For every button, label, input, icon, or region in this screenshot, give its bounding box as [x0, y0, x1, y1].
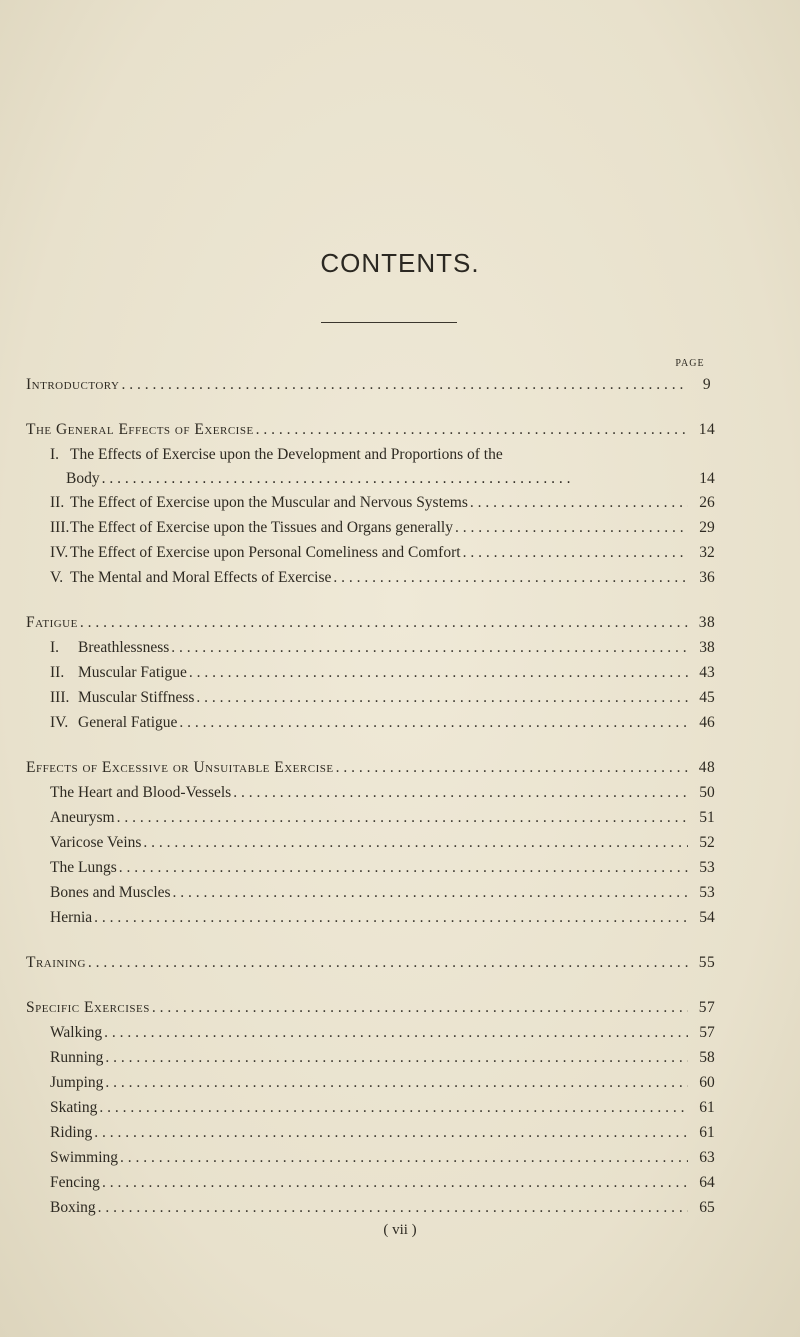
- leader-dots: [119, 859, 688, 877]
- page-title: CONTENTS.: [320, 248, 480, 278]
- toc-entry-label: Fatigue: [26, 614, 78, 631]
- toc-entry-page: 57: [698, 999, 716, 1016]
- toc-entry-page: 45: [699, 689, 715, 706]
- toc-entry-label: Skating: [50, 1099, 98, 1116]
- toc-entry-page: 26: [699, 494, 715, 511]
- toc-entry: [50, 1149, 720, 1171]
- toc-entry-page: 32: [699, 544, 715, 561]
- leader-dots: . . . . . . . . . . . . . . . . . . . . . . . . . . . . . . . . . . . . . . . . . . . . . . . . . . . . . . . . . . . . .: [101, 470, 571, 487]
- toc-entry-label: The General Effects of Exercise: [26, 421, 254, 438]
- toc-entry-page: 57: [699, 1024, 715, 1041]
- leader-dots: [105, 1049, 688, 1067]
- toc-entry: [50, 1074, 720, 1096]
- toc-entry-page: 29: [699, 519, 715, 536]
- leader-dots: [80, 614, 688, 632]
- leader-dots: [94, 909, 688, 927]
- toc-entry: [26, 376, 720, 398]
- toc-entry-page: 65: [699, 1199, 715, 1216]
- leader-dots: [105, 1074, 688, 1092]
- toc-entry-label: Running: [50, 1049, 104, 1066]
- toc-entry-page: 38: [699, 639, 715, 656]
- toc-entry: [50, 809, 720, 831]
- toc-entry-label: Muscular Fatigue: [78, 664, 187, 681]
- title-rule: [321, 322, 457, 323]
- leader-dots: [94, 1124, 688, 1142]
- toc-entry: [50, 689, 720, 711]
- toc-entry-page: 54: [699, 909, 715, 926]
- toc-entry-page: 53: [699, 884, 715, 901]
- toc-entry: [26, 759, 720, 781]
- toc-entry-label: The Heart and Blood-Vessels: [50, 784, 232, 801]
- toc-entry-page: 55: [698, 954, 716, 971]
- leader-dots: [98, 1199, 688, 1217]
- toc-entry-label: The Effect of Exercise upon Personal Comeliness and Comfort: [70, 544, 461, 561]
- toc-entry-page: 53: [699, 859, 715, 876]
- page-column-label: PAGE: [675, 358, 705, 369]
- toc-entry-page: 61: [699, 1099, 715, 1116]
- page-folio: ( vii ): [383, 1222, 417, 1238]
- toc-entry: [26, 954, 720, 976]
- toc-entry-page: 58: [699, 1049, 715, 1066]
- toc-entry-label: Fencing: [50, 1174, 100, 1191]
- toc-entry-page: 36: [699, 569, 715, 586]
- toc-entry-number: I.: [50, 639, 60, 656]
- toc-entry-number: II.: [50, 664, 65, 681]
- toc-entry: [50, 664, 720, 686]
- toc-entry: [50, 1199, 720, 1221]
- leader-dots: [455, 519, 688, 537]
- leader-dots: [121, 376, 688, 394]
- leader-dots: [233, 784, 688, 802]
- toc-entry-page: 52: [699, 834, 715, 851]
- toc-entry-number: IV.: [50, 544, 69, 561]
- toc-entry: [50, 1124, 720, 1146]
- leader-dots: [104, 1024, 688, 1042]
- toc-entry: [50, 834, 720, 856]
- toc-entry: [50, 714, 720, 736]
- toc-entry: [50, 1099, 720, 1121]
- toc-entry-page: 46: [699, 714, 715, 731]
- toc-entry-label: Bones and Muscles: [50, 884, 171, 901]
- leader-dots: [470, 494, 688, 512]
- toc-entry-number: IV.: [50, 714, 69, 731]
- toc-entry-page: 48: [698, 759, 716, 776]
- toc-entry-number: I.: [50, 446, 60, 463]
- leader-dots: [179, 714, 688, 732]
- toc-entry-page: 50: [699, 784, 715, 801]
- toc-entry: [50, 569, 720, 591]
- toc-entry-label: Jumping: [50, 1074, 104, 1091]
- toc-entry: [50, 494, 720, 516]
- toc-entry: [26, 421, 720, 443]
- leader-dots: [152, 999, 688, 1017]
- toc-entry-label: Muscular Stiffness: [78, 689, 195, 706]
- toc-entry: [50, 859, 720, 881]
- toc-entry-label: The Effect of Exercise upon the Tissues and Organs generally: [70, 519, 453, 536]
- toc-entry-number: III.: [50, 689, 70, 706]
- toc-entry-page: 63: [699, 1149, 715, 1166]
- leader-dots: [120, 1149, 688, 1167]
- leader-dots: [463, 544, 688, 562]
- toc-entry-continuation: [66, 470, 720, 492]
- toc-entry-label: Hernia: [50, 909, 93, 926]
- leader-dots: [102, 1174, 688, 1192]
- toc-entry-page: 51: [699, 809, 715, 826]
- leader-dots: [196, 689, 688, 707]
- toc-entry: [50, 884, 720, 906]
- toc-entry: [26, 614, 720, 636]
- toc-entry: [50, 544, 720, 566]
- toc-entry-label: The Effects of Exercise upon the Development and Proportions of the: [70, 446, 503, 463]
- toc-entry-label: Introductory: [26, 376, 120, 393]
- leader-dots: [99, 1099, 688, 1117]
- toc-entry-label: Walking: [50, 1024, 103, 1041]
- toc-entry: [50, 446, 720, 468]
- toc-entry-label: Training: [26, 954, 86, 971]
- toc-entry-label: The Lungs: [50, 859, 117, 876]
- toc-entry: [50, 1024, 720, 1046]
- toc-entry-page: 64: [699, 1174, 715, 1191]
- toc-entry: [50, 639, 720, 661]
- toc-entry-number: II.: [50, 494, 65, 511]
- toc-entry-label: Swimming: [50, 1149, 119, 1166]
- toc-entry-label: Riding: [50, 1124, 93, 1141]
- toc-entry-page: 43: [699, 664, 715, 681]
- toc-entry-label: Varicose Veins: [50, 834, 142, 851]
- toc-entry-page: 38: [698, 614, 716, 631]
- leader-dots: [333, 569, 688, 587]
- leader-dots: [173, 884, 688, 902]
- toc-entry-label: The Mental and Moral Effects of Exercise: [70, 569, 332, 586]
- toc-entry: [50, 784, 720, 806]
- leader-dots: [256, 421, 688, 439]
- toc-entry-label: Effects of Excessive or Unsuitable Exercise: [26, 759, 334, 776]
- toc-entry: [26, 999, 720, 1021]
- leader-dots: [143, 834, 688, 852]
- leader-dots: [336, 759, 688, 777]
- toc-entry-label: The Effect of Exercise upon the Muscular and Nervous Systems: [70, 494, 468, 511]
- leader-dots: [171, 639, 688, 657]
- toc-entry-label: Boxing: [50, 1199, 96, 1216]
- toc-entry-page: 14: [699, 470, 715, 487]
- toc-entry: [50, 519, 720, 541]
- toc-entry-label: Specific Exercises: [26, 999, 150, 1016]
- toc-entry-page: 60: [699, 1074, 715, 1091]
- leader-dots: [88, 954, 688, 972]
- toc-entry-page: 61: [699, 1124, 715, 1141]
- toc-entry: [50, 909, 720, 931]
- leader-dots: [189, 664, 688, 682]
- toc-entry-page: 9: [702, 376, 712, 393]
- toc-entry: [50, 1049, 720, 1071]
- toc-entry-label: Aneurysm: [50, 809, 115, 826]
- toc-entry: [50, 1174, 720, 1196]
- toc-entry-page: 14: [698, 421, 716, 438]
- toc-entry-label: Breathlessness: [78, 639, 170, 656]
- toc-entry-label: General Fatigue: [78, 714, 178, 731]
- leader-dots: [117, 809, 688, 827]
- toc-entry-number: V.: [50, 569, 64, 586]
- toc-entry-label: Body: [66, 470, 100, 487]
- toc-entry-number: III.: [50, 519, 70, 536]
